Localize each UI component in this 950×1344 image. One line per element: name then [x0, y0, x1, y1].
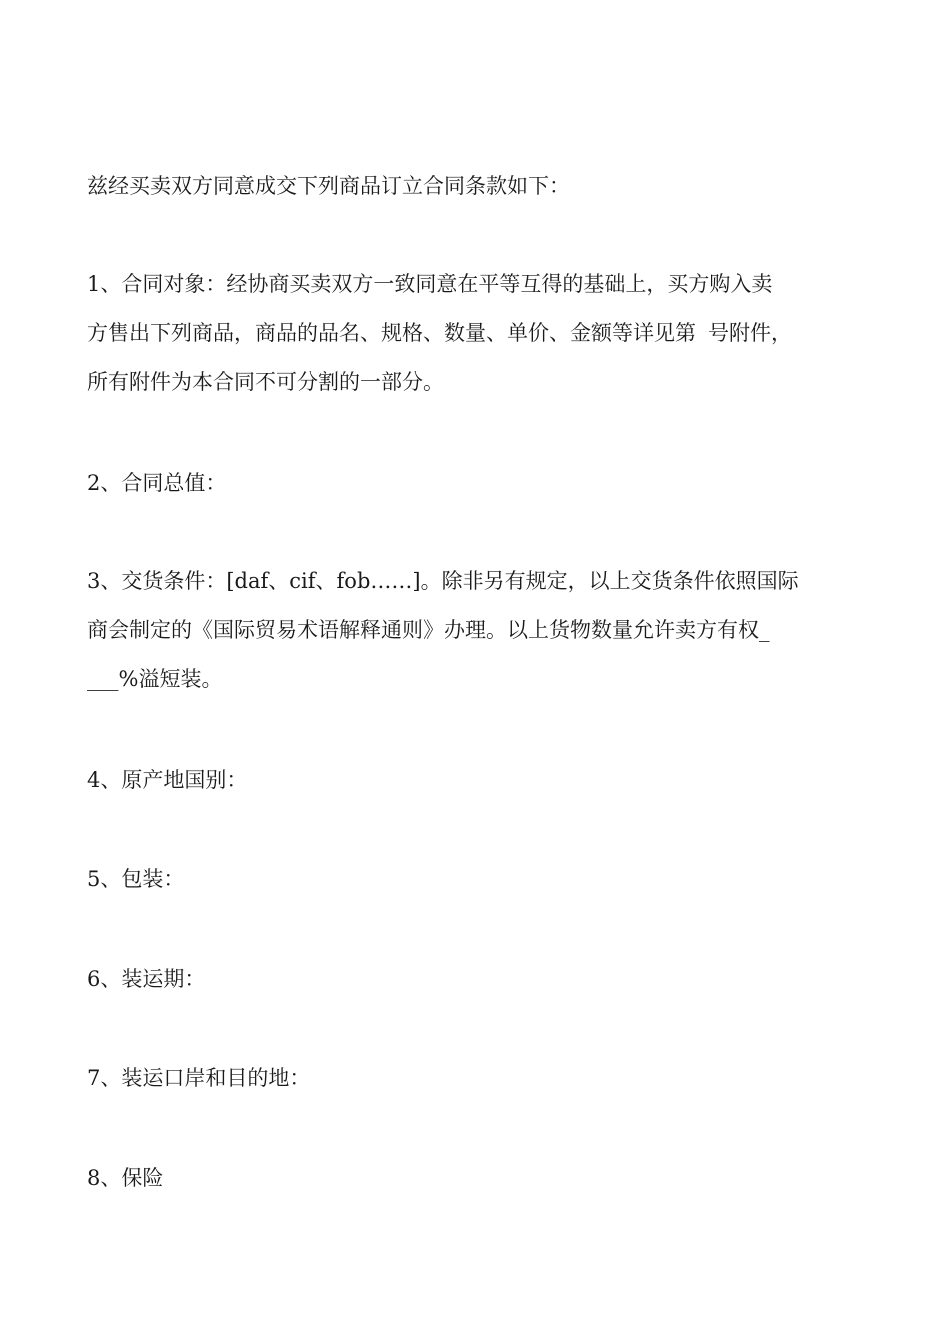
- intro-text: 兹经买卖双方同意成交下列商品订立合同条款如下：: [87, 174, 570, 198]
- clause-3-paragraph: [87, 557, 872, 704]
- clause-5-paragraph: [87, 855, 872, 904]
- clause-6-text: 6、装运期：: [87, 967, 206, 991]
- clause-2-text: 2、合同总值：: [87, 471, 227, 495]
- clause-1-line-2-tail: 号附件，: [708, 321, 792, 345]
- clause-3-line-3: ___%溢短装。: [87, 667, 223, 691]
- clause-1-line-2-text: 方售出下列商品，商品的品名、规格、数量、单价、金额等详见第: [87, 321, 696, 345]
- intro-paragraph: [87, 162, 872, 211]
- clause-7-paragraph: [87, 1054, 872, 1103]
- clause-6-paragraph: [87, 955, 872, 1004]
- clause-8-text: 8、保险: [87, 1166, 164, 1190]
- clause-1-line-2: [87, 309, 872, 358]
- clause-3-line-1: 3、交货条件：[daf、cif、fob……]。除非另有规定，以上交货条件依照国际: [87, 569, 799, 593]
- clause-1-line-3: 所有附件为本合同不可分割的一部分。: [87, 370, 444, 394]
- clause-1-paragraph: [87, 260, 872, 407]
- clause-5-text: 5、包装：: [87, 867, 185, 891]
- clause-3-line-2: 商会制定的《国际贸易术语解释通则》办理。以上货物数量允许卖方有权_: [87, 618, 770, 642]
- clause-1-line-1: 1、合同对象：经协商买卖双方一致同意在平等互得的基础上，买方购入卖: [87, 272, 773, 296]
- clause-4-paragraph: [87, 756, 872, 805]
- clause-2-paragraph: [87, 459, 872, 508]
- clause-7-text: 7、装运口岸和目的地：: [87, 1066, 311, 1090]
- clause-4-text: 4、原产地国别：: [87, 768, 248, 792]
- clause-8-paragraph: [87, 1154, 872, 1203]
